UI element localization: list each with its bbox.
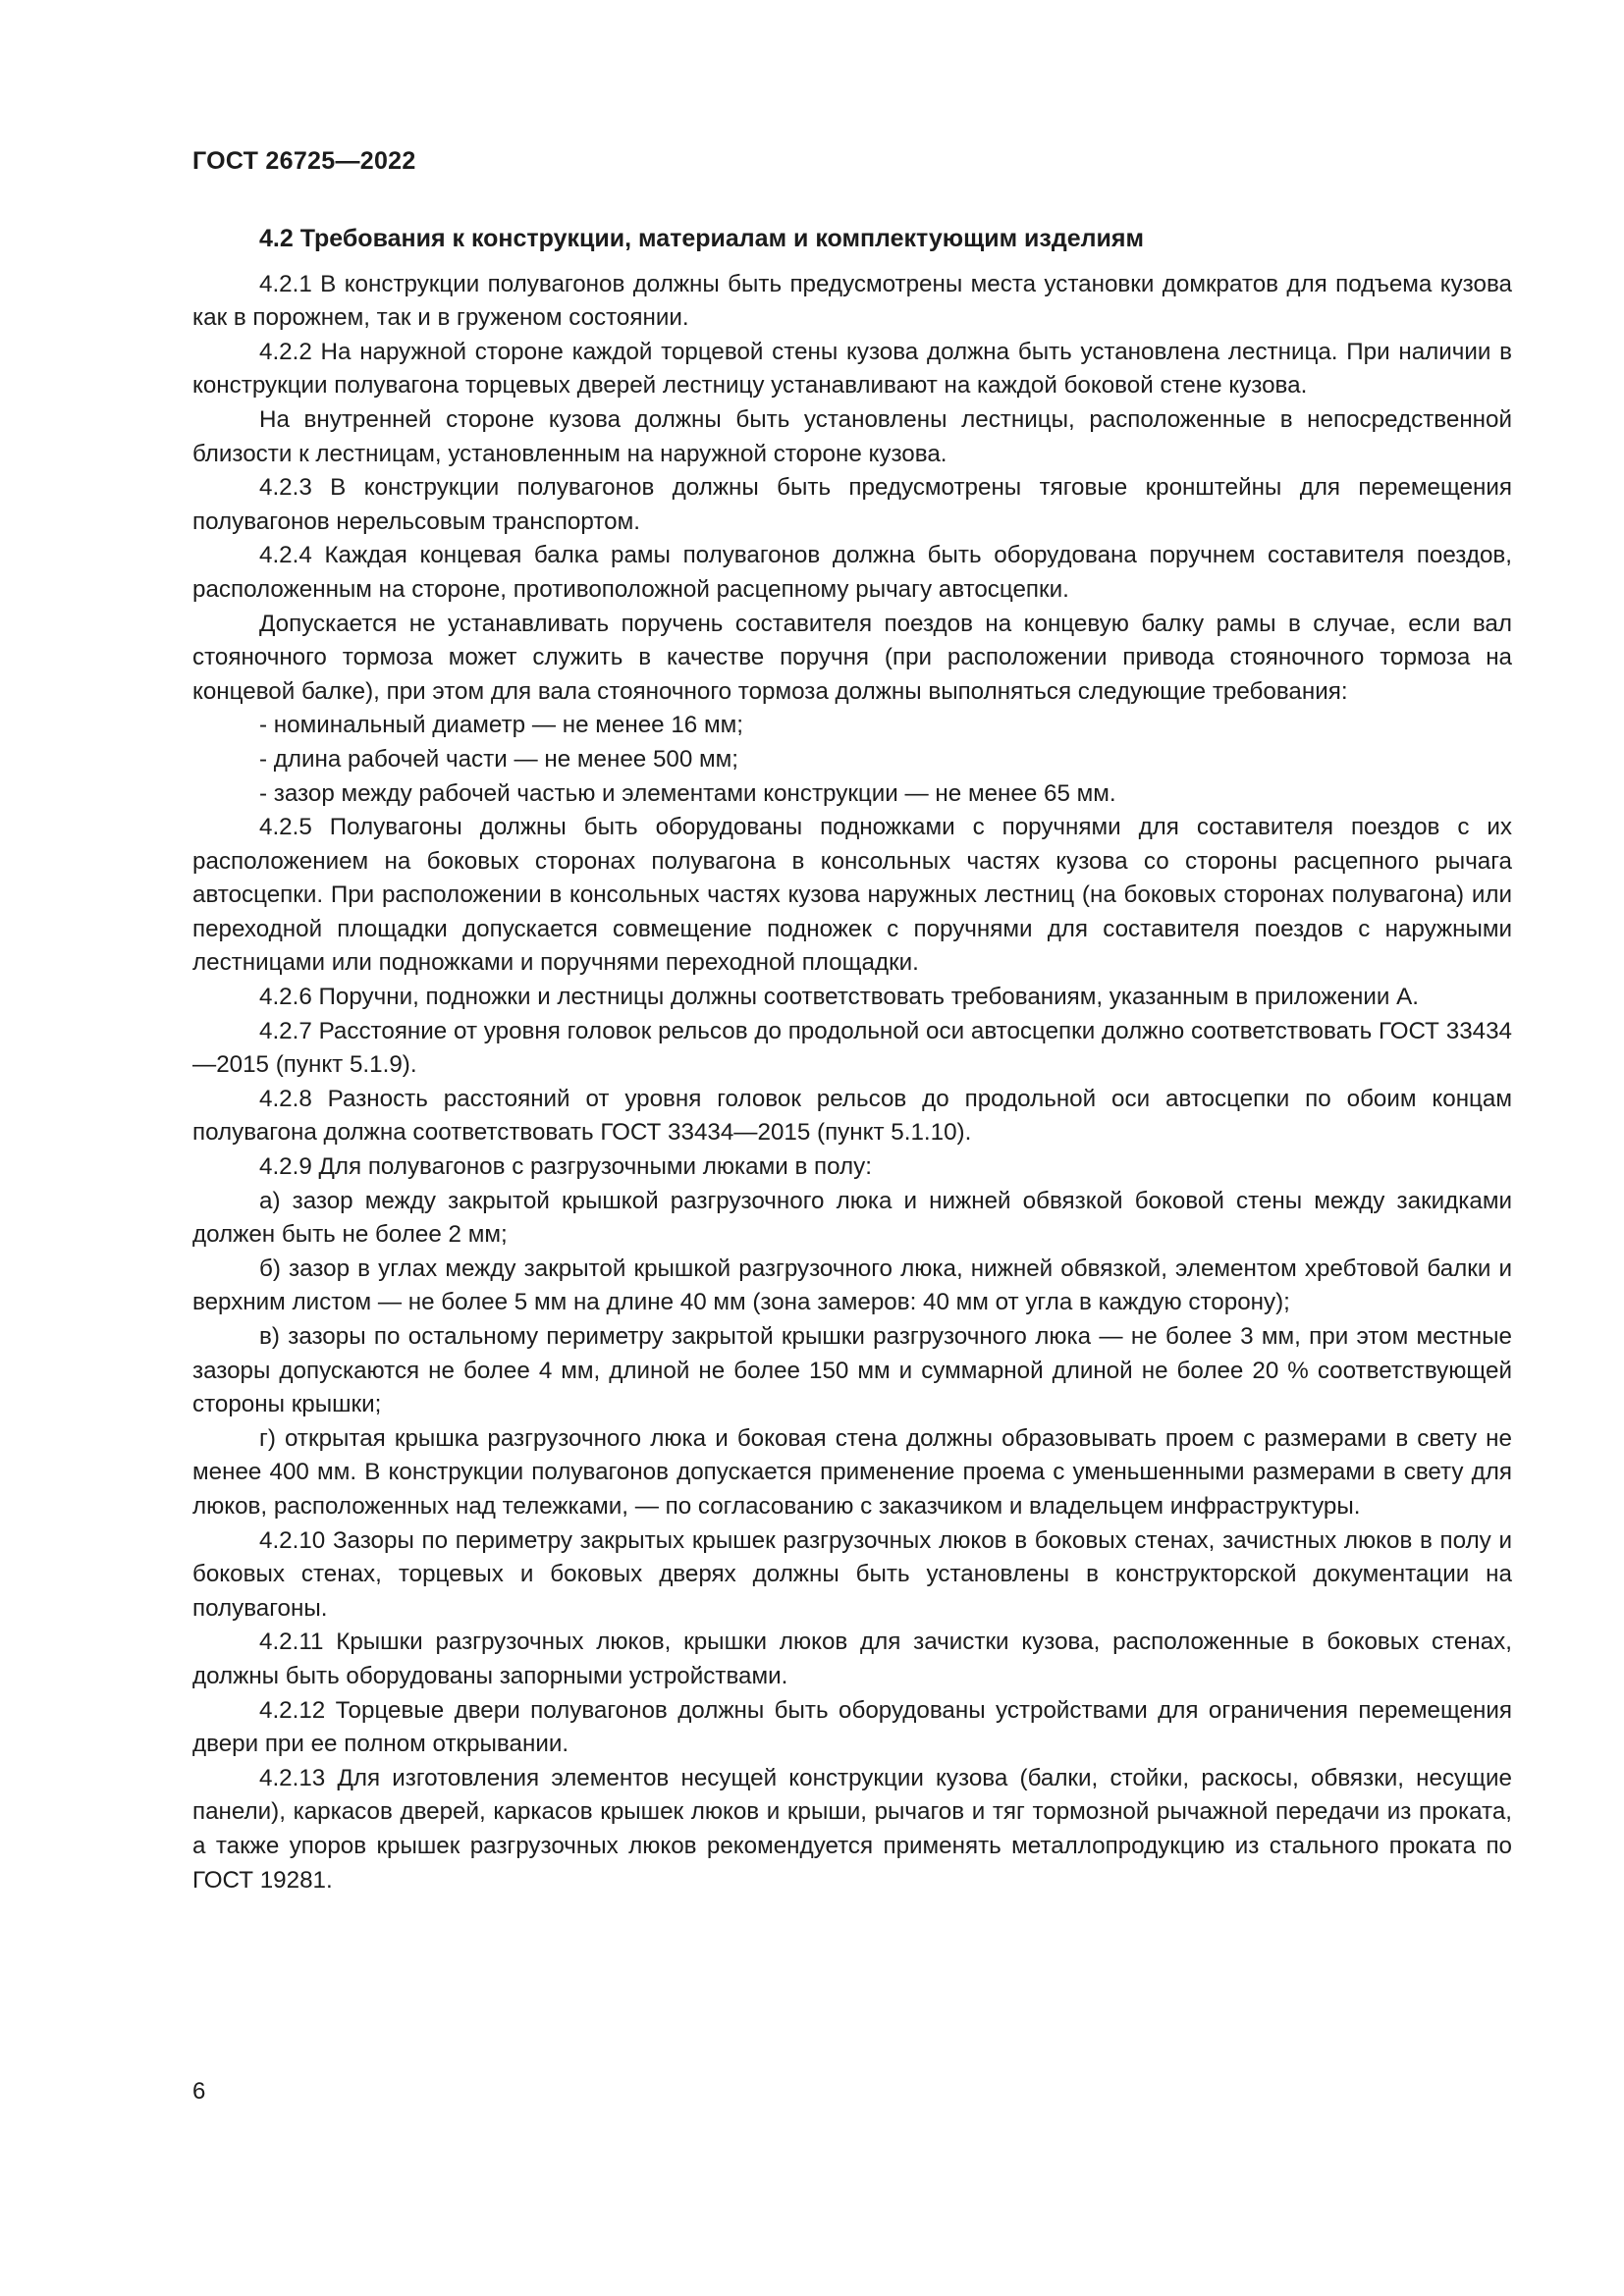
paragraph-4-2-5: 4.2.5 Полувагоны должны быть оборудованы подножками с поручнями для составителя поездов с их расположением на боковых сторонах полувагона в консольных частях кузова со стороны расцепного рычага автосцепки. При расположении в консольных частях кузова наружных лестниц (на боковых сторонах полувагона) или переходной площадки допускается совмещение подножек с поручнями для составителя поездов с наружными лестницами или подножками и поручнями переходной площадки. xyxy=(192,814,1512,977)
list-item-g: г) открытая крышка разгрузочного люка и боковая стена должны образовывать проем с размерами в свету не менее 400 мм. В конструкции полувагонов допускается применение проема с уменьшенными размерами в свету для люков, расположенных над тележками, — по согласованию с заказчиком и владельцем инфраструктуры. xyxy=(192,1424,1512,1520)
list-item-diameter: - номинальный диаметр — не менее 16 мм; xyxy=(259,712,743,739)
paragraph-4-2-2: 4.2.2 На наружной стороне каждой торцевой стены кузова должна быть установлена лестница. При наличии в конструкции полувагона торцевых дверей лестницу устанавливают на каждой боковой стене кузова. xyxy=(192,338,1512,400)
paragraph-4-2-11: 4.2.11 Крышки разгрузочных люков, крышки люков для зачистки кузова, расположенные в боковых стенах, должны быть оборудованы запорными устройствами. xyxy=(192,1629,1512,1689)
list-item-v: в) зазоры по остальному периметру закрытой крышки разгрузочного люка — не более 3 мм, при этом местные зазоры допускаются не более 4 мм, длиной не более 150 мм и суммарной длиной не более 20 % соответствующей стороны крышки; xyxy=(192,1323,1512,1418)
list-item-a: а) зазор между закрытой крышкой разгрузочного люка и нижней обвязкой боковой стены между закидками должен быть не более 2 мм; xyxy=(192,1187,1512,1249)
paragraph-4-2-4: 4.2.4 Каждая концевая балка рамы полувагонов должна быть оборудована поручнем составителя поездов, расположенным на стороне, противоположной расцепному рычагу автосцепки. xyxy=(192,542,1512,603)
paragraph-4-2-7: 4.2.7 Расстояние от уровня головок рельсов до продольной оси автосцепки должно соответствовать ГОСТ 33434—2015 (пункт 5.1.9). xyxy=(192,1017,1512,1079)
page-number: 6 xyxy=(192,2078,206,2105)
paragraph-4-2-12: 4.2.12 Торцевые двери полувагонов должны быть оборудованы устройствами для ограничения перемещения двери при ее полном открывании. xyxy=(192,1696,1512,1758)
document-header: ГОСТ 26725—2022 xyxy=(192,147,416,175)
paragraph-brake-shaft: Допускается не устанавливать поручень составителя поездов на концевую балку рамы в случае, если вал стояночного тормоза может служить в качестве поручня (при расположении привода стояночного тормоза на концевой балке), при этом для вала стояночного тормоза должны выполняться следующие требования: xyxy=(192,610,1512,705)
list-item-length: - длина рабочей части — не менее 500 мм; xyxy=(259,745,739,773)
paragraph-4-2-3: 4.2.3 В конструкции полувагонов должны быть предусмотрены тяговые кронштейны для перемещения полувагонов нерельсовым транспортом. xyxy=(192,474,1512,535)
paragraph-4-2-8: 4.2.8 Разность расстояний от уровня головок рельсов до продольной оси автосцепки по обоим концам полувагона должна соответствовать ГОСТ 33434—2015 (пункт 5.1.10). xyxy=(192,1085,1512,1147)
paragraph-4-2-10: 4.2.10 Зазоры по периметру закрытых крышек разгрузочных люков в боковых стенах, зачистных люков в полу и боковых стенах, торцевых и боковых дверях должны быть установлены в конструкторской документации на полувагоны. xyxy=(192,1526,1512,1622)
paragraph-4-2-6: 4.2.6 Поручни, подножки и лестницы должны соответствовать требованиям, указанным в приложении А. xyxy=(259,984,1419,1011)
document-body xyxy=(192,222,1512,1897)
paragraph-4-2-9: 4.2.9 Для полувагонов с разгрузочными люками в полу: xyxy=(259,1153,872,1181)
list-item-clearance: - зазор между рабочей частью и элементами конструкции — не менее 65 мм. xyxy=(259,779,1116,807)
list-item-b: б) зазор в углах между закрытой крышкой разгрузочного люка, нижней обвязкой, элементом хребтовой балки и верхним листом — не более 5 мм на длине 40 мм (зона замеров: 40 мм от угла в каждую сторону); xyxy=(192,1255,1512,1316)
paragraph-4-2-13: 4.2.13 Для изготовления элементов несущей конструкции кузова (балки, стойки, раскосы, обвязки, несущие панели), каркасов дверей, каркасов крышек люков и крыши, рычагов и тяг тормозной рычажной передачи из проката, а также упоров крышек разгрузочных люков рекомендуется применять металлопродукцию из стального проката по ГОСТ 19281. xyxy=(192,1764,1512,1894)
paragraph-4-2-1: 4.2.1 В конструкции полувагонов должны быть предусмотрены места установки домкратов для подъема кузова как в порожнем, так и в груженом состоянии. xyxy=(192,270,1512,332)
section-title: 4.2 Требования к конструкции, материалам и комплектующим изделиям xyxy=(259,225,1144,252)
paragraph-inner-ladders: На внутренней стороне кузова должны быть установлены лестницы, расположенные в непосредственной близости к лестницам, установленным на наружной стороне кузова. xyxy=(192,405,1512,467)
